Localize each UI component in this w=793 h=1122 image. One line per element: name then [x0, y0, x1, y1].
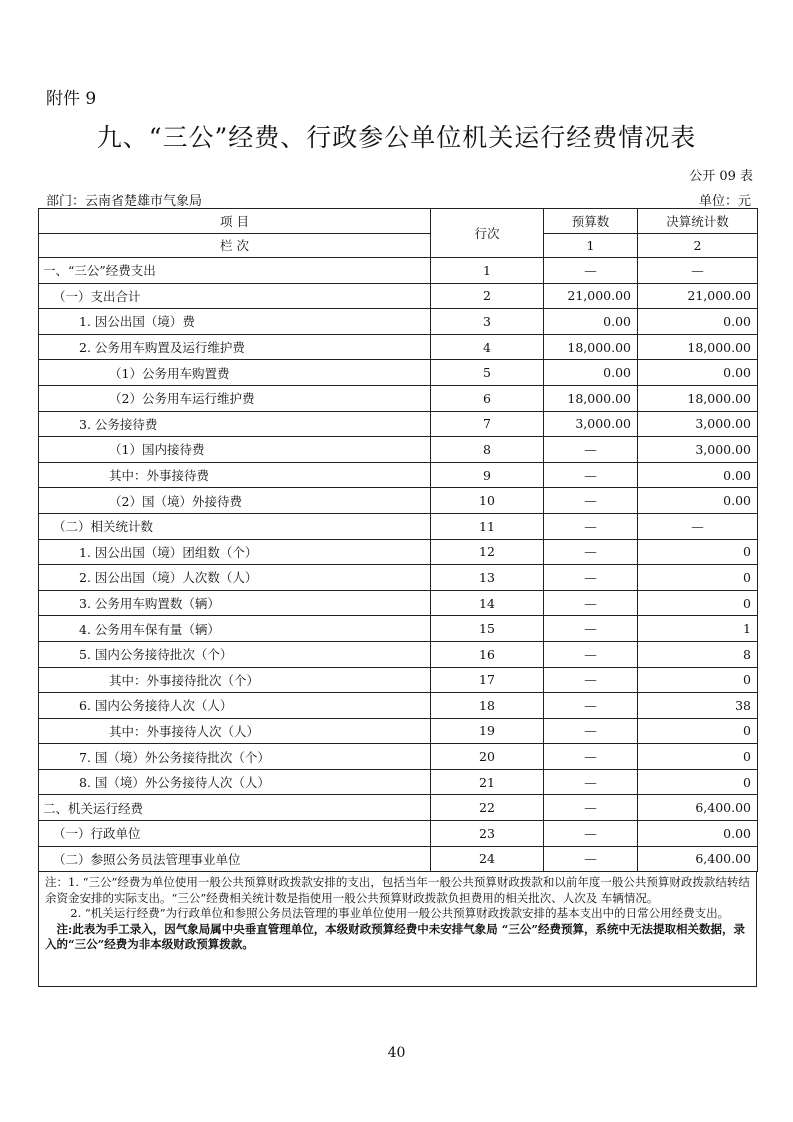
row-actual: —	[638, 258, 758, 284]
row-actual: 0	[638, 539, 758, 565]
row-number: 23	[431, 821, 544, 847]
table-row	[39, 411, 758, 437]
expense-table	[38, 208, 758, 872]
department-label: 部门：云南省楚雄市气象局	[46, 194, 203, 209]
row-budget: 3,000.00	[544, 411, 638, 437]
row-budget: —	[544, 718, 638, 744]
row-actual: 0	[638, 565, 758, 591]
row-budget: —	[544, 769, 638, 795]
row-actual: 6,400.00	[638, 846, 758, 872]
row-budget: —	[544, 590, 638, 616]
table-row	[39, 744, 758, 770]
table-row	[39, 309, 758, 335]
row-actual: 0	[638, 744, 758, 770]
row-budget: 18,000.00	[544, 334, 638, 360]
note-2: 2. “机关运行经费”为行政单位和参照公务员法管理的事业单位使用一般公共预算财政拨款安排的基本支出中的日常公用经费支出。	[70, 906, 730, 920]
table-row	[39, 693, 758, 719]
table-row	[39, 846, 758, 872]
row-number: 3	[431, 309, 544, 335]
row-item: （二）参照公务员法管理事业单位	[39, 846, 431, 872]
row-actual: 38	[638, 693, 758, 719]
row-number: 11	[431, 513, 544, 539]
row-number: 6	[431, 385, 544, 411]
header-row	[39, 209, 758, 234]
row-item: 其中：外事接待人次（人）	[39, 718, 431, 744]
row-number: 22	[431, 795, 544, 821]
row-number: 7	[431, 411, 544, 437]
row-budget: —	[544, 846, 638, 872]
row-item: 其中：外事接待批次（个）	[39, 667, 431, 693]
row-item: （二）相关统计数	[39, 513, 431, 539]
actual-header: 决算统计数	[638, 209, 758, 234]
table-code: 公开 09 表	[689, 169, 753, 184]
table-row	[39, 718, 758, 744]
note-3: 注:此表为手工录入，因气象局属中央垂直管理单位，本级财政预算经费中未安排气象局 “三公”经费预算，系统中无法提取相关数据，录入的“三公”经费为非本级财政预算拨款。	[45, 921, 745, 951]
row-item: 1. 因公出国（境）团组数（个）	[39, 539, 431, 565]
row-item: （1）公务用车购置费	[39, 360, 431, 386]
table-row	[39, 821, 758, 847]
row-actual: 8	[638, 641, 758, 667]
row-number: 17	[431, 667, 544, 693]
notes-box	[38, 871, 757, 987]
row-number: 2	[431, 283, 544, 309]
row-item: 2. 因公出国（境）人次数（人）	[39, 565, 431, 591]
table-row	[39, 641, 758, 667]
table-row	[39, 258, 758, 284]
row-actual: 0	[638, 590, 758, 616]
unit-label: 单位：元	[698, 194, 751, 209]
row-number: 9	[431, 462, 544, 488]
table-row	[39, 616, 758, 642]
row-number: 14	[431, 590, 544, 616]
row-item: 5. 国内公务接待批次（个）	[39, 641, 431, 667]
row-item: 一、“三公”经费支出	[39, 258, 431, 284]
table-row	[39, 513, 758, 539]
row-number: 19	[431, 718, 544, 744]
row-item: 2. 公务用车购置及运行维护费	[39, 334, 431, 360]
table-row	[39, 283, 758, 309]
row-budget: —	[544, 462, 638, 488]
row-budget: —	[544, 667, 638, 693]
page-title: 九、“三公”经费、行政参公单位机关运行经费情况表	[96, 123, 697, 152]
row-number: 21	[431, 769, 544, 795]
row-item: 7. 国（境）外公务接待批次（个）	[39, 744, 431, 770]
row-no-header: 行次	[431, 209, 544, 258]
budget-col-no: 1	[544, 233, 638, 258]
row-actual: 0.00	[638, 309, 758, 335]
budget-header: 预算数	[544, 209, 638, 234]
table-row	[39, 462, 758, 488]
row-number: 4	[431, 334, 544, 360]
row-actual: 0.00	[638, 462, 758, 488]
row-item: 二、机关运行经费	[39, 795, 431, 821]
row-budget: —	[544, 744, 638, 770]
row-budget: —	[544, 258, 638, 284]
row-item: 6. 国内公务接待人次（人）	[39, 693, 431, 719]
row-number: 1	[431, 258, 544, 284]
table-row	[39, 590, 758, 616]
row-actual: 0	[638, 667, 758, 693]
row-item: 3. 公务用车购置数（辆）	[39, 590, 431, 616]
row-budget: 21,000.00	[544, 283, 638, 309]
row-number: 5	[431, 360, 544, 386]
table-row	[39, 795, 758, 821]
row-item: 4. 公务用车保有量（辆）	[39, 616, 431, 642]
table-row	[39, 565, 758, 591]
row-actual: 0	[638, 769, 758, 795]
row-budget: —	[544, 539, 638, 565]
row-number: 15	[431, 616, 544, 642]
row-budget: —	[544, 795, 638, 821]
row-budget: —	[544, 821, 638, 847]
page-number: 40	[387, 1045, 406, 1061]
row-actual: 0.00	[638, 360, 758, 386]
row-actual: 18,000.00	[638, 385, 758, 411]
table-row	[39, 667, 758, 693]
row-item: （一）支出合计	[39, 283, 431, 309]
row-actual: 0.00	[638, 821, 758, 847]
item-header: 项 目	[39, 209, 431, 234]
row-budget: 0.00	[544, 309, 638, 335]
row-actual: 1	[638, 616, 758, 642]
table-row	[39, 334, 758, 360]
row-number: 13	[431, 565, 544, 591]
note-1: 注：1. “三公”经费为单位使用一般公共预算财政拨款安排的支出，包括当年一般公共预算财政拨款和以前年度一般公共预算财政拨款结转结余资金安排的实际支出。“三公”经费相关统计数是指使用一般公共预算财政拨款负担费用的相关批次、人次及 车辆情况。	[45, 875, 750, 905]
row-number: 16	[431, 641, 544, 667]
table-row	[39, 769, 758, 795]
row-budget: —	[544, 565, 638, 591]
table-row	[39, 488, 758, 514]
row-actual: 21,000.00	[638, 283, 758, 309]
row-number: 24	[431, 846, 544, 872]
row-actual: 0.00	[638, 488, 758, 514]
row-budget: —	[544, 437, 638, 463]
row-item: 其中：外事接待费	[39, 462, 431, 488]
row-item: （2）公务用车运行维护费	[39, 385, 431, 411]
row-number: 20	[431, 744, 544, 770]
row-budget: —	[544, 616, 638, 642]
actual-col-no: 2	[638, 233, 758, 258]
row-item: 8. 国（境）外公务接待人次（人）	[39, 769, 431, 795]
table-row	[39, 385, 758, 411]
row-item: 1. 因公出国（境）费	[39, 309, 431, 335]
row-budget: —	[544, 488, 638, 514]
row-actual: 3,000.00	[638, 437, 758, 463]
row-actual: 3,000.00	[638, 411, 758, 437]
table-row	[39, 360, 758, 386]
row-number: 18	[431, 693, 544, 719]
row-actual: 18,000.00	[638, 334, 758, 360]
row-budget: —	[544, 641, 638, 667]
row-budget: —	[544, 693, 638, 719]
row-item: （1）国内接待费	[39, 437, 431, 463]
table-row	[39, 437, 758, 463]
row-budget: —	[544, 513, 638, 539]
table-row	[39, 539, 758, 565]
row-item: （一）行政单位	[39, 821, 431, 847]
attachment-label: 附件 9	[46, 89, 97, 109]
row-item: （2）国（境）外接待费	[39, 488, 431, 514]
row-actual: 0	[638, 718, 758, 744]
column-label: 栏 次	[39, 233, 431, 258]
row-number: 12	[431, 539, 544, 565]
row-budget: 18,000.00	[544, 385, 638, 411]
row-budget: 0.00	[544, 360, 638, 386]
row-number: 10	[431, 488, 544, 514]
row-number: 8	[431, 437, 544, 463]
row-actual: 6,400.00	[638, 795, 758, 821]
row-actual: —	[638, 513, 758, 539]
column-number-row	[39, 233, 758, 258]
row-item: 3. 公务接待费	[39, 411, 431, 437]
